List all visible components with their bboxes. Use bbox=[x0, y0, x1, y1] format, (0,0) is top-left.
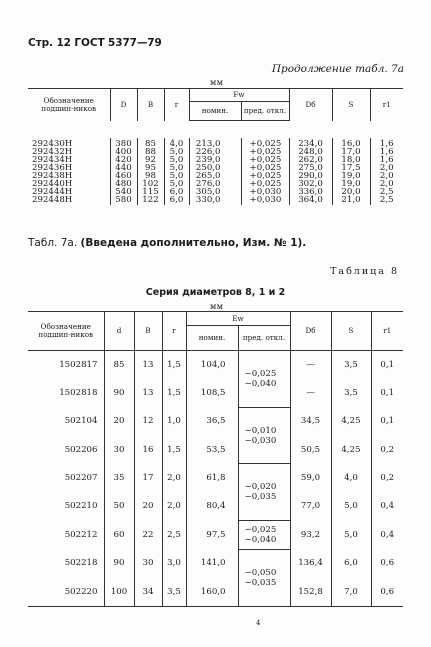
cell-ew-deviation bbox=[238, 351, 290, 408]
table-7a-body bbox=[28, 138, 403, 205]
cell-Db: 59,0 bbox=[290, 464, 331, 492]
cell-d: 30 bbox=[104, 436, 134, 464]
table-row bbox=[28, 549, 403, 577]
cell-B: 13 bbox=[134, 379, 162, 407]
cell-B: 13 bbox=[134, 351, 162, 380]
cell-Db: 275,0 bbox=[289, 165, 332, 173]
cell-B: 102 bbox=[137, 181, 164, 189]
cell-S: 5,0 bbox=[331, 492, 371, 520]
cell-r: 1,5 bbox=[162, 379, 186, 407]
cell-d: 20 bbox=[104, 407, 134, 435]
cell-designation: 502218 bbox=[28, 549, 104, 577]
cell-S: 19,0 bbox=[332, 173, 370, 181]
cell-r1: 2,0 bbox=[370, 165, 403, 173]
table-continuation-note: Продолжение табл. 7а bbox=[271, 63, 404, 75]
table-row bbox=[28, 520, 403, 549]
header2-Db: Dб bbox=[290, 312, 331, 351]
header2-designation: Обозначение подшип-ников bbox=[28, 312, 104, 351]
cell-B: 92 bbox=[137, 157, 164, 165]
cell-B: 122 bbox=[137, 197, 164, 205]
cell-r1: 0,6 bbox=[371, 549, 403, 577]
cell-designation: 502220 bbox=[28, 578, 104, 607]
cell-d: 35 bbox=[104, 464, 134, 492]
cell-d: 60 bbox=[104, 520, 134, 549]
cell-Db: 262,0 bbox=[289, 157, 332, 165]
header2-deviation: пред. откл. bbox=[238, 326, 290, 351]
cell-r: 5,0 bbox=[164, 173, 189, 181]
cell-r: 6,0 bbox=[164, 189, 189, 197]
cell-B: 20 bbox=[134, 492, 162, 520]
cell-r: 3,0 bbox=[162, 549, 186, 577]
cell-B: 98 bbox=[137, 173, 164, 181]
header-S: S bbox=[332, 89, 370, 121]
cell-S: 4,0 bbox=[331, 464, 371, 492]
deviation-lower: −0,030 bbox=[244, 435, 277, 446]
cell-designation: 292448Н bbox=[32, 194, 73, 205]
cell-Db: 136,4 bbox=[290, 549, 331, 577]
cell-B: 115 bbox=[137, 189, 164, 197]
header2-d: d bbox=[104, 312, 134, 351]
cell-S: 4,25 bbox=[331, 407, 371, 435]
cell-S: 20,0 bbox=[332, 189, 370, 197]
cell-S: 16,0 bbox=[332, 138, 370, 149]
table-row bbox=[28, 407, 403, 435]
cell-Db: — bbox=[290, 351, 331, 380]
cell-D: 420 bbox=[110, 157, 137, 165]
cell-r: 3,5 bbox=[162, 578, 186, 607]
cell-designation: 1502817 bbox=[28, 351, 104, 380]
amendment-note-text: (Введена дополнительно, Изм. № 1). bbox=[80, 237, 307, 249]
cell-Db: 152,8 bbox=[290, 578, 331, 607]
cell-r1: 0,6 bbox=[371, 578, 403, 607]
cell-B: 30 bbox=[134, 549, 162, 577]
deviation-upper: −0,020 bbox=[244, 481, 277, 492]
cell-designation: 292440Н bbox=[32, 178, 73, 189]
cell-ew-nominal: 141,0 bbox=[186, 549, 238, 577]
cell-B: 16 bbox=[134, 436, 162, 464]
cell-B: 34 bbox=[134, 578, 162, 607]
cell-fw-deviation: +0,025 bbox=[241, 138, 289, 149]
cell-Db: 336,0 bbox=[289, 189, 332, 197]
cell-B: 85 bbox=[137, 138, 164, 149]
table-8-label: Таблица 8 bbox=[330, 266, 399, 277]
cell-fw-deviation: +0,030 bbox=[241, 197, 289, 205]
cell-Db: 77,0 bbox=[290, 492, 331, 520]
cell-r: 1,0 bbox=[162, 407, 186, 435]
cell-d: 100 bbox=[104, 578, 134, 607]
cell-D: 460 bbox=[110, 173, 137, 181]
page-mark: 4 bbox=[256, 619, 261, 627]
cell-D: 400 bbox=[110, 149, 137, 157]
cell-r1: 1,6 bbox=[370, 157, 403, 165]
header2-S: S bbox=[331, 312, 371, 351]
cell-ew-deviation bbox=[238, 549, 290, 606]
cell-D: 480 bbox=[110, 181, 137, 189]
header-Fw: Fw bbox=[189, 89, 289, 102]
cell-S: 3,5 bbox=[331, 379, 371, 407]
header-B: B bbox=[137, 89, 164, 121]
cell-S: 3,5 bbox=[331, 351, 371, 380]
cell-ew-deviation bbox=[238, 407, 290, 463]
cell-designation: 292432Н bbox=[32, 146, 73, 157]
cell-ew-nominal: 53,5 bbox=[186, 436, 238, 464]
deviation-lower: −0,040 bbox=[244, 534, 277, 545]
header-Db: Dб bbox=[289, 89, 332, 121]
table-row bbox=[28, 492, 403, 520]
cell-ew-nominal: 104,0 bbox=[186, 351, 238, 380]
amendment-note bbox=[28, 237, 306, 249]
amendment-note-label: Табл. 7а. bbox=[28, 237, 78, 249]
cell-ew-nominal: 160,0 bbox=[186, 578, 238, 607]
cell-d: 90 bbox=[104, 549, 134, 577]
cell-B: 88 bbox=[137, 149, 164, 157]
cell-B: 22 bbox=[134, 520, 162, 549]
cell-Db: 93,2 bbox=[290, 520, 331, 549]
unit-label-table-7a: мм bbox=[210, 78, 224, 87]
header2-nominal: номин. bbox=[186, 326, 238, 351]
table-8 bbox=[28, 311, 403, 607]
cell-ew-nominal: 36,5 bbox=[186, 407, 238, 435]
cell-r1: 0,4 bbox=[371, 492, 403, 520]
cell-S: 4,25 bbox=[331, 436, 371, 464]
cell-fw-deviation: +0,025 bbox=[241, 157, 289, 165]
header-D: D bbox=[110, 89, 137, 121]
cell-r: 6,0 bbox=[164, 197, 189, 205]
cell-Db: — bbox=[290, 379, 331, 407]
cell-fw-deviation: +0,025 bbox=[241, 165, 289, 173]
cell-S: 17,0 bbox=[332, 149, 370, 157]
cell-designation: 292438Н bbox=[32, 170, 73, 181]
cell-S: 21,0 bbox=[332, 197, 370, 205]
cell-r1: 2,5 bbox=[370, 197, 403, 205]
series-title: Серия диаметров 8, 1 и 2 bbox=[145, 287, 286, 298]
unit-label-table-8: мм bbox=[210, 302, 224, 311]
cell-r1: 0,2 bbox=[371, 464, 403, 492]
cell-fw-nominal: 226,0 bbox=[189, 149, 241, 157]
cell-designation: 292434Н bbox=[32, 154, 73, 165]
header-r: r bbox=[164, 89, 189, 121]
cell-r: 5,0 bbox=[164, 149, 189, 157]
cell-ew-nominal: 80,4 bbox=[186, 492, 238, 520]
cell-Db: 248,0 bbox=[289, 149, 332, 157]
cell-D: 540 bbox=[110, 189, 137, 197]
table-row bbox=[28, 578, 403, 607]
cell-B: 95 bbox=[137, 165, 164, 173]
cell-ew-deviation bbox=[238, 520, 290, 549]
deviation-upper: −0,010 bbox=[244, 425, 277, 436]
header2-r1: r1 bbox=[371, 312, 403, 351]
cell-designation: 502206 bbox=[28, 436, 104, 464]
cell-fw-deviation: +0,030 bbox=[241, 189, 289, 197]
deviation-lower: −0,035 bbox=[244, 491, 277, 502]
deviation-upper: −0,025 bbox=[244, 368, 277, 379]
cell-fw-nominal: 213,0 bbox=[189, 138, 241, 149]
cell-S: 6,0 bbox=[331, 549, 371, 577]
cell-r: 1,5 bbox=[162, 351, 186, 380]
cell-S: 5,0 bbox=[331, 520, 371, 549]
table-7a bbox=[28, 88, 403, 121]
cell-D: 380 bbox=[110, 138, 137, 149]
cell-S: 17,5 bbox=[332, 165, 370, 173]
cell-ew-nominal: 61,8 bbox=[186, 464, 238, 492]
cell-designation: 1502818 bbox=[28, 379, 104, 407]
cell-B: 12 bbox=[134, 407, 162, 435]
header-deviation: пред. откл. bbox=[241, 102, 289, 121]
header2-r: r bbox=[162, 312, 186, 351]
cell-r: 5,0 bbox=[164, 181, 189, 189]
cell-r1: 0,1 bbox=[371, 351, 403, 380]
cell-B: 17 bbox=[134, 464, 162, 492]
cell-r: 2,5 bbox=[162, 520, 186, 549]
cell-designation: 502212 bbox=[28, 520, 104, 549]
cell-d: 50 bbox=[104, 492, 134, 520]
cell-designation: 502104 bbox=[28, 407, 104, 435]
cell-r1: 0,2 bbox=[371, 436, 403, 464]
deviation-upper: −0,025 bbox=[244, 524, 277, 535]
cell-Db: 50,5 bbox=[290, 436, 331, 464]
cell-r: 2,0 bbox=[162, 464, 186, 492]
page-header: Стр. 12 ГОСТ 5377—79 bbox=[28, 37, 162, 49]
header2-Ew: Ew bbox=[186, 312, 290, 326]
header2-B: B bbox=[134, 312, 162, 351]
cell-D: 580 bbox=[110, 197, 137, 205]
table-row bbox=[28, 351, 403, 380]
cell-designation: 292436Н bbox=[32, 162, 73, 173]
cell-Db: 364,0 bbox=[289, 197, 332, 205]
cell-r1: 2,5 bbox=[370, 189, 403, 197]
header-designation: Обозначение подшип-ников bbox=[28, 89, 110, 121]
table-row bbox=[28, 436, 403, 464]
cell-r: 4,0 bbox=[164, 138, 189, 149]
deviation-lower: −0,035 bbox=[244, 577, 277, 588]
cell-r1: 0,1 bbox=[371, 379, 403, 407]
cell-ew-deviation bbox=[238, 464, 290, 520]
cell-fw-deviation: +0,025 bbox=[241, 173, 289, 181]
cell-Db: 34,5 bbox=[290, 407, 331, 435]
cell-fw-nominal: 276,0 bbox=[189, 181, 241, 189]
cell-designation: 502210 bbox=[28, 492, 104, 520]
header-nominal: номин. bbox=[189, 102, 241, 121]
cell-fw-deviation: +0,025 bbox=[241, 181, 289, 189]
cell-r: 5,0 bbox=[164, 157, 189, 165]
table-row bbox=[28, 197, 403, 205]
table-row bbox=[28, 379, 403, 407]
cell-designation: 502207 bbox=[28, 464, 104, 492]
cell-d: 85 bbox=[104, 351, 134, 380]
cell-S: 19,0 bbox=[332, 181, 370, 189]
cell-S: 7,0 bbox=[331, 578, 371, 607]
cell-r: 5,0 bbox=[164, 165, 189, 173]
deviation-lower: −0,040 bbox=[244, 378, 277, 389]
cell-designation: 292430Н bbox=[32, 139, 73, 149]
cell-ew-nominal: 108,5 bbox=[186, 379, 238, 407]
cell-fw-nominal: 265,0 bbox=[189, 173, 241, 181]
cell-d: 90 bbox=[104, 379, 134, 407]
header-r1: r1 bbox=[370, 89, 403, 121]
cell-fw-deviation: +0,025 bbox=[241, 149, 289, 157]
cell-r1: 2,0 bbox=[370, 173, 403, 181]
cell-r: 1,5 bbox=[162, 436, 186, 464]
table-row bbox=[28, 464, 403, 492]
cell-Db: 302,0 bbox=[289, 181, 332, 189]
cell-fw-nominal: 239,0 bbox=[189, 157, 241, 165]
cell-Db: 234,0 bbox=[289, 138, 332, 149]
cell-r1: 1,6 bbox=[370, 138, 403, 149]
cell-r1: 0,4 bbox=[371, 520, 403, 549]
cell-r1: 0,1 bbox=[371, 407, 403, 435]
cell-r1: 2,0 bbox=[370, 181, 403, 189]
cell-D: 440 bbox=[110, 165, 137, 173]
cell-r: 2,0 bbox=[162, 492, 186, 520]
cell-fw-nominal: 305,0 bbox=[189, 189, 241, 197]
cell-r1: 1,6 bbox=[370, 149, 403, 157]
cell-fw-nominal: 250,0 bbox=[189, 165, 241, 173]
cell-Db: 290,0 bbox=[289, 173, 332, 181]
deviation-upper: −0,050 bbox=[244, 567, 277, 578]
cell-S: 18,0 bbox=[332, 157, 370, 165]
cell-fw-nominal: 330,0 bbox=[189, 197, 241, 205]
cell-ew-nominal: 97,5 bbox=[186, 520, 238, 549]
cell-designation: 292444Н bbox=[32, 186, 73, 197]
